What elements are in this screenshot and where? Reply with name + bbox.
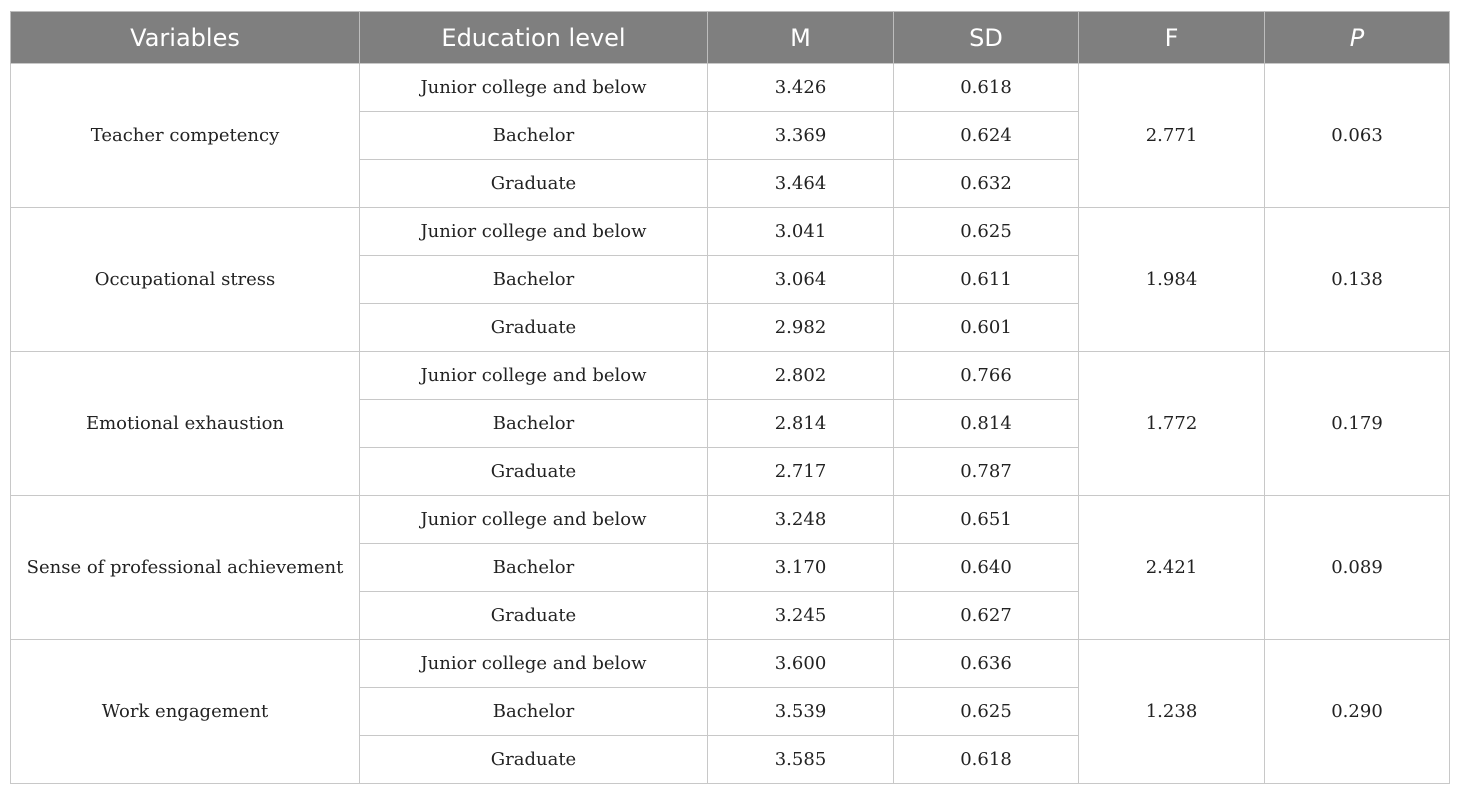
education-level-cell: Junior college and below: [360, 352, 708, 400]
p-cell: 0.138: [1265, 208, 1450, 352]
f-cell: 1.984: [1079, 208, 1265, 352]
education-level-cell: Bachelor: [360, 400, 708, 448]
table-body: [11, 64, 1450, 784]
table-row: [11, 640, 1450, 688]
education-level-cell: Junior college and below: [360, 640, 708, 688]
sd-cell: 0.766: [894, 352, 1079, 400]
m-cell: 3.170: [708, 544, 894, 592]
education-level-cell: Graduate: [360, 448, 708, 496]
education-level-cell: Bachelor: [360, 256, 708, 304]
header-variables: Variables: [11, 12, 360, 64]
m-cell: 2.814: [708, 400, 894, 448]
m-cell: 3.585: [708, 736, 894, 784]
f-cell: 2.421: [1079, 496, 1265, 640]
education-level-cell: Bachelor: [360, 544, 708, 592]
f-cell: 1.772: [1079, 352, 1265, 496]
education-level-cell: Bachelor: [360, 112, 708, 160]
education-level-cell: Bachelor: [360, 688, 708, 736]
p-cell: 0.063: [1265, 64, 1450, 208]
sd-cell: 0.618: [894, 64, 1079, 112]
m-cell: 3.041: [708, 208, 894, 256]
m-cell: 3.064: [708, 256, 894, 304]
education-level-cell: Graduate: [360, 160, 708, 208]
sd-cell: 0.618: [894, 736, 1079, 784]
anova-table: [10, 11, 1450, 784]
f-cell: 2.771: [1079, 64, 1265, 208]
m-cell: 3.245: [708, 592, 894, 640]
table-row: [11, 208, 1450, 256]
education-level-cell: Graduate: [360, 736, 708, 784]
variable-cell: Teacher competency: [11, 64, 360, 208]
table-row: [11, 496, 1450, 544]
sd-cell: 0.624: [894, 112, 1079, 160]
p-cell: 0.179: [1265, 352, 1450, 496]
sd-cell: 0.640: [894, 544, 1079, 592]
sd-cell: 0.787: [894, 448, 1079, 496]
sd-cell: 0.814: [894, 400, 1079, 448]
education-level-cell: Graduate: [360, 592, 708, 640]
m-cell: 3.248: [708, 496, 894, 544]
variable-cell: Emotional exhaustion: [11, 352, 360, 496]
header-education-level: Education level: [360, 12, 708, 64]
m-cell: 3.426: [708, 64, 894, 112]
table-row: [11, 64, 1450, 112]
p-cell: 0.089: [1265, 496, 1450, 640]
m-cell: 2.982: [708, 304, 894, 352]
header-m: M: [708, 12, 894, 64]
sd-cell: 0.636: [894, 640, 1079, 688]
table-row: [11, 352, 1450, 400]
p-cell: 0.290: [1265, 640, 1450, 784]
education-level-cell: Junior college and below: [360, 496, 708, 544]
sd-cell: 0.625: [894, 688, 1079, 736]
education-level-cell: Junior college and below: [360, 208, 708, 256]
education-level-cell: Junior college and below: [360, 64, 708, 112]
m-cell: 2.717: [708, 448, 894, 496]
sd-cell: 0.625: [894, 208, 1079, 256]
m-cell: 3.369: [708, 112, 894, 160]
sd-cell: 0.651: [894, 496, 1079, 544]
m-cell: 3.600: [708, 640, 894, 688]
m-cell: 2.802: [708, 352, 894, 400]
table-container: [10, 11, 1449, 784]
sd-cell: 0.601: [894, 304, 1079, 352]
header-row: [11, 12, 1450, 64]
sd-cell: 0.627: [894, 592, 1079, 640]
sd-cell: 0.611: [894, 256, 1079, 304]
f-cell: 1.238: [1079, 640, 1265, 784]
m-cell: 3.539: [708, 688, 894, 736]
variable-cell: Work engagement: [11, 640, 360, 784]
sd-cell: 0.632: [894, 160, 1079, 208]
header-sd: SD: [894, 12, 1079, 64]
header-f: F: [1079, 12, 1265, 64]
header-p: P: [1265, 12, 1450, 64]
table-header: [11, 12, 1450, 64]
variable-cell: Occupational stress: [11, 208, 360, 352]
m-cell: 3.464: [708, 160, 894, 208]
variable-cell: Sense of professional achievement: [11, 496, 360, 640]
education-level-cell: Graduate: [360, 304, 708, 352]
